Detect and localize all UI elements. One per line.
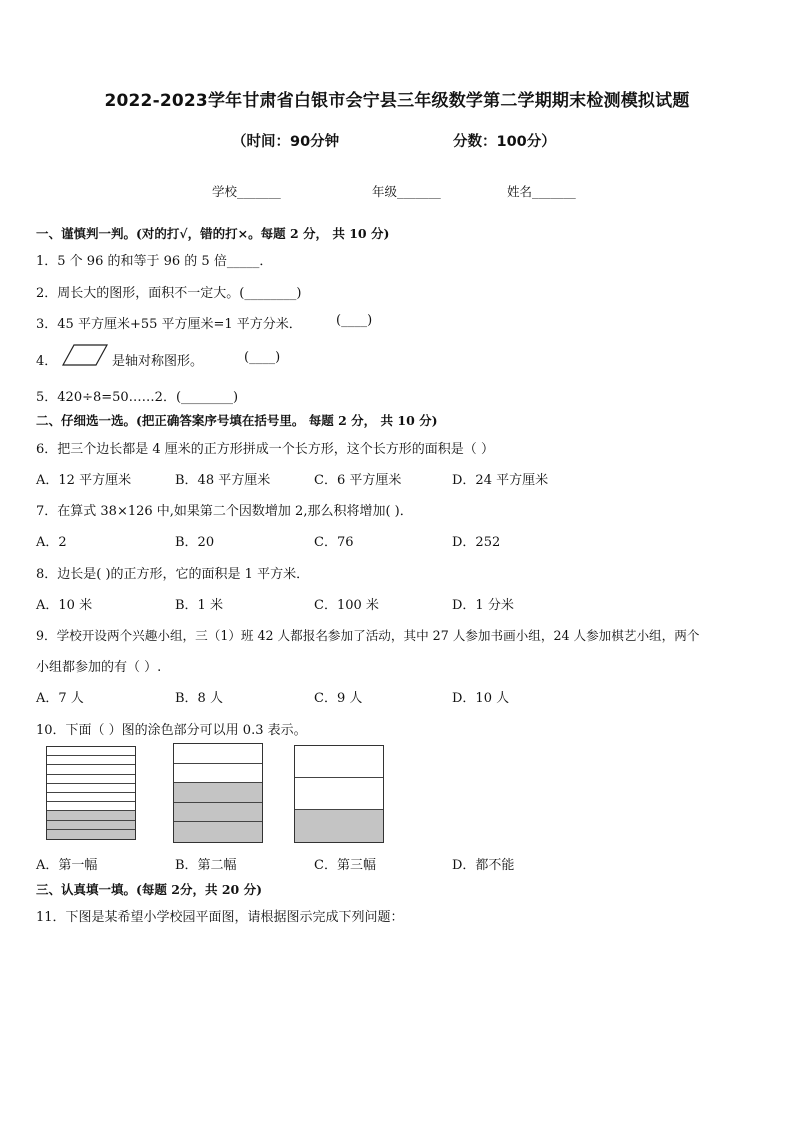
figure-strip xyxy=(47,802,135,811)
q9-option-b: B．8 人 xyxy=(175,691,223,706)
figure-strip xyxy=(47,765,135,774)
parallelogram-figure xyxy=(62,344,108,366)
question-10: 10．下面（ ）图的涂色部分可以用 0.3 表示。 xyxy=(36,723,307,738)
question-6: 6．把三个边长都是 4 厘米的正方形拼成一个长方形，这个长方形的面积是（ ） xyxy=(36,442,494,457)
question-8: 8．边长是( )的正方形，它的面积是 1 平方米． xyxy=(36,567,310,582)
question-9-line-2: 小组都参加的有（ ）. xyxy=(36,660,162,675)
figure-strip xyxy=(47,775,135,784)
figure-strip xyxy=(174,822,262,842)
question-3: 3．45 平方厘米+55 平方厘米=1 平方分米． xyxy=(36,317,302,332)
section-2-heading: 二、仔细选一选。(把正确答案序号填在括号里。 每题 2 分， 共 10 分) xyxy=(36,413,438,428)
figure-strip xyxy=(295,746,383,778)
q9-option-a: A．7 人 xyxy=(36,691,84,706)
figure-strip xyxy=(47,784,135,793)
question-9-line-1: 9．学校开设两个兴趣小组，三（1）班 42 人都报名参加了活动，其中 27 人参加书画小组，24 人参加棋艺小组，两个 xyxy=(36,628,700,643)
fraction-figure-1 xyxy=(46,746,136,840)
figure-strip xyxy=(47,830,135,839)
q10-option-d: D．都不能 xyxy=(452,858,515,873)
q6-option-a: A．12 平方厘米 xyxy=(36,473,132,488)
q7-option-b: B．20 xyxy=(175,535,215,550)
question-4-answer-blank: (____) xyxy=(244,350,281,365)
q10-option-b: B．第二幅 xyxy=(175,858,237,873)
figure-strip xyxy=(174,783,262,803)
figure-strip xyxy=(174,744,262,764)
question-2: 2．周长大的图形，面积不一定大。(________) xyxy=(36,286,302,301)
figure-strip xyxy=(295,810,383,842)
figure-strip xyxy=(47,793,135,802)
figure-strip xyxy=(47,821,135,830)
exam-score: 分数：100分） xyxy=(453,134,556,150)
section-1-heading: 一、谨慎判一判。(对的打√，错的打×。每题 2 分， 共 10 分) xyxy=(36,226,390,241)
q6-option-b: B．48 平方厘米 xyxy=(175,473,271,488)
exam-time: （时间：90分钟 xyxy=(232,134,340,150)
q10-option-c: C．第三幅 xyxy=(314,858,376,873)
q10-option-a: A．第一幅 xyxy=(36,858,98,873)
q7-option-d: D．252 xyxy=(452,535,501,550)
section-3-heading: 三、认真填一填。(每题 2分，共 20 分) xyxy=(36,882,262,897)
q8-option-b: B．1 米 xyxy=(175,598,223,613)
figure-strip xyxy=(295,778,383,810)
q8-option-a: A．10 米 xyxy=(36,598,93,613)
fraction-figure-2 xyxy=(173,743,263,843)
question-7: 7．在算式 38×126 中,如果第二个因数增加 2,那么积将增加( )． xyxy=(36,504,413,519)
q9-option-d: D．10 人 xyxy=(452,691,510,706)
question-3-answer-blank: (____) xyxy=(336,313,373,328)
figure-strip xyxy=(174,764,262,784)
q8-option-c: C．100 米 xyxy=(314,598,379,613)
q7-option-c: C．76 xyxy=(314,535,354,550)
question-4: 是轴对称图形。 xyxy=(112,354,204,369)
page-title: 2022-2023学年甘肃省白银市会宁县三年级数学第二学期期末检测模拟试题 xyxy=(104,91,690,111)
grade-field: 年级_______ xyxy=(372,184,441,199)
name-field: 姓名_______ xyxy=(507,184,576,199)
q7-option-a: A．2 xyxy=(36,535,67,550)
school-field: 学校_______ xyxy=(212,184,281,199)
q9-option-c: C．9 人 xyxy=(314,691,363,706)
figure-strip xyxy=(47,756,135,765)
question-1: 1．5 个 96 的和等于 96 的 5 倍_____． xyxy=(36,254,273,269)
question-5: 5．420÷8=50……2．(________) xyxy=(36,390,239,405)
question-11: 11．下图是某希望小学校园平面图，请根据图示完成下列问题： xyxy=(36,910,404,925)
figure-strip xyxy=(174,803,262,823)
question-4-number: 4． xyxy=(36,354,58,369)
fraction-figure-3 xyxy=(294,745,384,843)
q6-option-d: D．24 平方厘米 xyxy=(452,473,549,488)
figure-strip xyxy=(47,747,135,756)
figure-strip xyxy=(47,811,135,820)
q8-option-d: D．1 分米 xyxy=(452,598,514,613)
q6-option-c: C．6 平方厘米 xyxy=(314,473,402,488)
